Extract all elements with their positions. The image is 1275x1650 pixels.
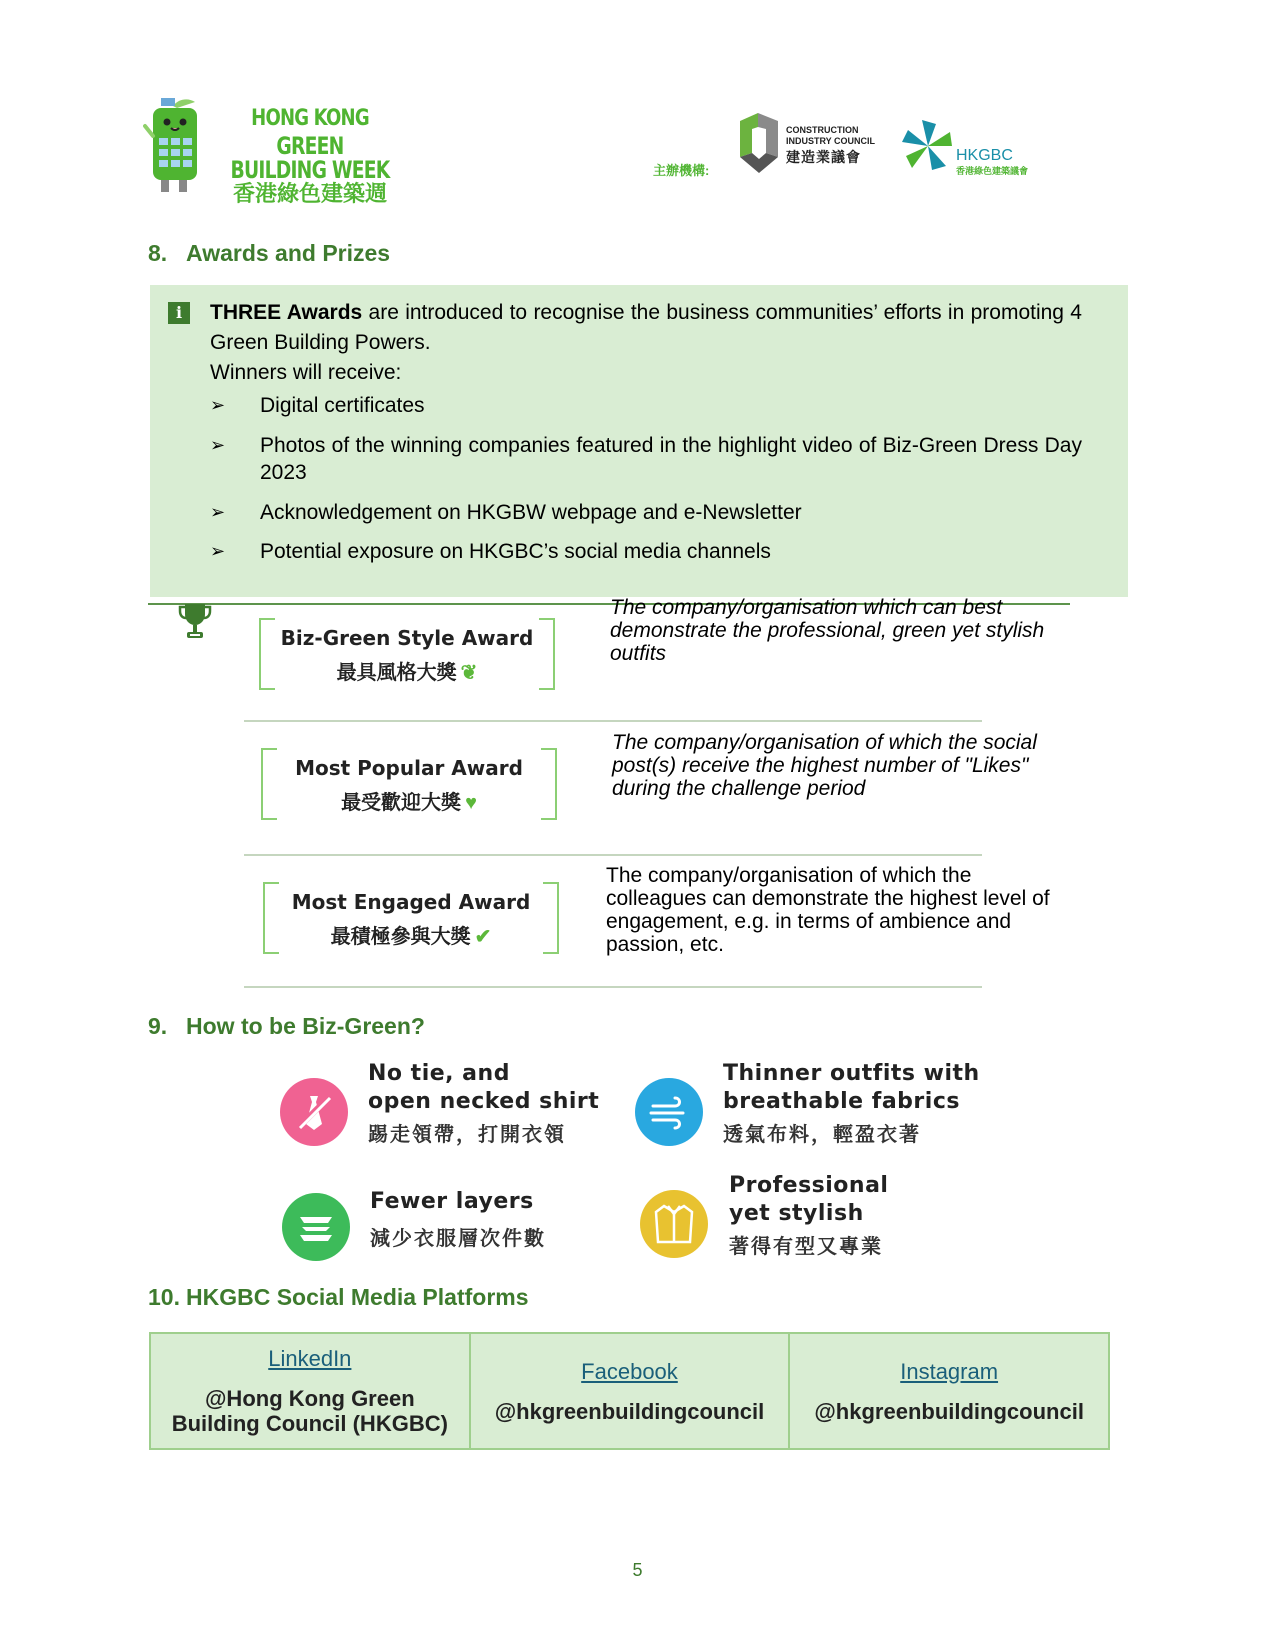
trophy-icon (178, 602, 212, 640)
section-10-number: 10. (148, 1284, 180, 1310)
section-8-heading (148, 240, 390, 267)
hkgbc-logo (900, 118, 1060, 178)
thumbs-up-icon: ✔ (474, 926, 492, 948)
hkgbw-logo-line3: 香港綠色建築週 (232, 182, 387, 207)
social-cell-instagram (789, 1333, 1109, 1449)
prize-text: Photos of the winning companies featured in the highlight video of Biz-Green Dress Day 2023 (260, 434, 1082, 484)
arrow-bullet-icon: ➢ (210, 502, 226, 522)
cic-emblem-icon (736, 113, 782, 175)
tip-text-en: Fewer layers (370, 1189, 534, 1214)
mascot-icon (143, 96, 205, 194)
section-9-title: How to be Biz-Green? (186, 1013, 425, 1039)
leaf-icon: ❦ (460, 662, 478, 684)
no-tie-icon (280, 1078, 348, 1146)
tip-text-zh: 透氣布料，輕盈衣著 (723, 1124, 921, 1146)
award-name-zh: 最具風格大獎 (336, 662, 457, 684)
prize-list-item (210, 432, 1082, 486)
tip-text-en: yet stylish (729, 1201, 864, 1226)
award-name-zh: 最積極參與大獎 (330, 926, 471, 948)
award-divider (244, 854, 982, 856)
prize-text: Potential exposure on HKGBC’s social media channels (260, 540, 771, 563)
award-name-zh-row (261, 656, 553, 685)
arrow-bullet-icon: ➢ (210, 435, 226, 455)
award-name-en: Most Engaged Award (291, 890, 531, 914)
prize-text: Acknowledgement on HKGBW webpage and e-Newsletter (260, 501, 802, 524)
tip-no-tie (368, 1060, 599, 1147)
awards-intro-rest: are introduced to recognise the business communities’ efforts in promoting 4 Green Building Powers. (210, 301, 1082, 354)
linkedin-handle: @Hong Kong Green Building Council (HKGBC) (171, 1386, 448, 1436)
tip-text-en: Thinner outfits with (723, 1061, 980, 1086)
heart-icon: ♥ (465, 792, 477, 814)
tip-text-en: No tie, and (368, 1061, 510, 1086)
prize-list-item (210, 392, 1082, 419)
section-8-number: 8. (148, 240, 168, 266)
award-badge-most-popular (261, 748, 557, 820)
section-10-title: HKGBC Social Media Platforms (186, 1284, 529, 1310)
prize-text: Digital certificates (260, 394, 425, 417)
awards-intro-bold: THREE Awards (210, 301, 363, 324)
tip-text-en: Professional (729, 1173, 889, 1198)
section-8-title: Awards and Prizes (186, 240, 391, 266)
tip-professional-stylish (729, 1172, 888, 1259)
tip-text-en: breathable fabrics (723, 1089, 960, 1114)
award-name-zh-row (265, 920, 557, 949)
tip-text-en: open necked shirt (368, 1089, 600, 1114)
award-name-zh-row (263, 786, 555, 815)
prize-list-item (210, 538, 1082, 565)
organiser-label: 主辦機構: (653, 163, 710, 178)
cic-logo (736, 113, 886, 177)
instagram-handle: @hkgreenbuildingcouncil (814, 1398, 1084, 1424)
tip-text-zh: 踢走領帶，打開衣領 (368, 1124, 566, 1146)
arrow-bullet-icon: ➢ (210, 395, 226, 415)
shirt-icon (640, 1190, 708, 1258)
award-description: The company/organisation of which the social post(s) receive the highest number of "Likes" during the challenge period (612, 731, 1037, 800)
page-number: 5 (632, 1560, 643, 1580)
hkgbw-logo-line1: HONG KONG (251, 106, 369, 131)
award-name-en: Most Popular Award (295, 756, 523, 780)
facebook-handle: @hkgreenbuildingcouncil (494, 1398, 765, 1424)
layers-icon (282, 1193, 350, 1261)
award-name-zh: 最受歡迎大獎 (341, 792, 462, 814)
tip-text-zh: 著得有型又專業 (729, 1236, 883, 1258)
linkedin-link[interactable]: LinkedIn (268, 1346, 352, 1371)
hkgbw-logo-line2: GREEN BUILDING WEEK (230, 132, 390, 184)
instagram-link[interactable]: Instagram (900, 1358, 999, 1384)
cic-zh: 建造業議會 (786, 149, 861, 165)
award-divider (244, 720, 982, 722)
hkgbc-name: HKGBC (956, 147, 1013, 164)
section-10-heading (148, 1284, 529, 1311)
tip-thinner-outfits (723, 1060, 980, 1147)
prize-list-item (210, 499, 1082, 526)
hkgbw-logo (143, 96, 413, 207)
cic-line2: INDUSTRY COUNCIL (786, 136, 876, 146)
social-cell-linkedin (150, 1333, 470, 1449)
hkgbc-zh: 香港綠色建築議會 (956, 166, 1029, 176)
awards-intro (210, 298, 1082, 388)
award-divider (244, 986, 982, 988)
winners-label: Winners will receive: (210, 361, 402, 384)
section-9-heading (148, 1013, 425, 1040)
facebook-link[interactable]: Facebook (581, 1358, 678, 1384)
social-cell-facebook (470, 1333, 790, 1449)
wind-icon (635, 1078, 703, 1146)
section-9-number: 9. (148, 1013, 168, 1039)
social-media-table (149, 1332, 1110, 1450)
arrow-bullet-icon: ➢ (210, 541, 226, 561)
tip-fewer-layers (370, 1188, 546, 1251)
info-icon: i (168, 302, 190, 324)
award-name-en: Biz-Green Style Award (280, 626, 534, 650)
award-badge-biz-green-style (259, 618, 555, 690)
award-description: The company/organisation which can best demonstrate the professional, green yet stylish outfits (610, 596, 1045, 665)
award-badge-most-engaged (263, 882, 559, 954)
award-description: The company/organisation of which the colleagues can demonstrate the highest level of engagement, e.g. in terms of ambience and passion, etc. (606, 864, 1050, 956)
cic-line1: CONSTRUCTION (786, 125, 859, 135)
tip-text-zh: 減少衣服層次件數 (370, 1228, 546, 1250)
hkgbc-pinwheel-icon (900, 118, 956, 174)
